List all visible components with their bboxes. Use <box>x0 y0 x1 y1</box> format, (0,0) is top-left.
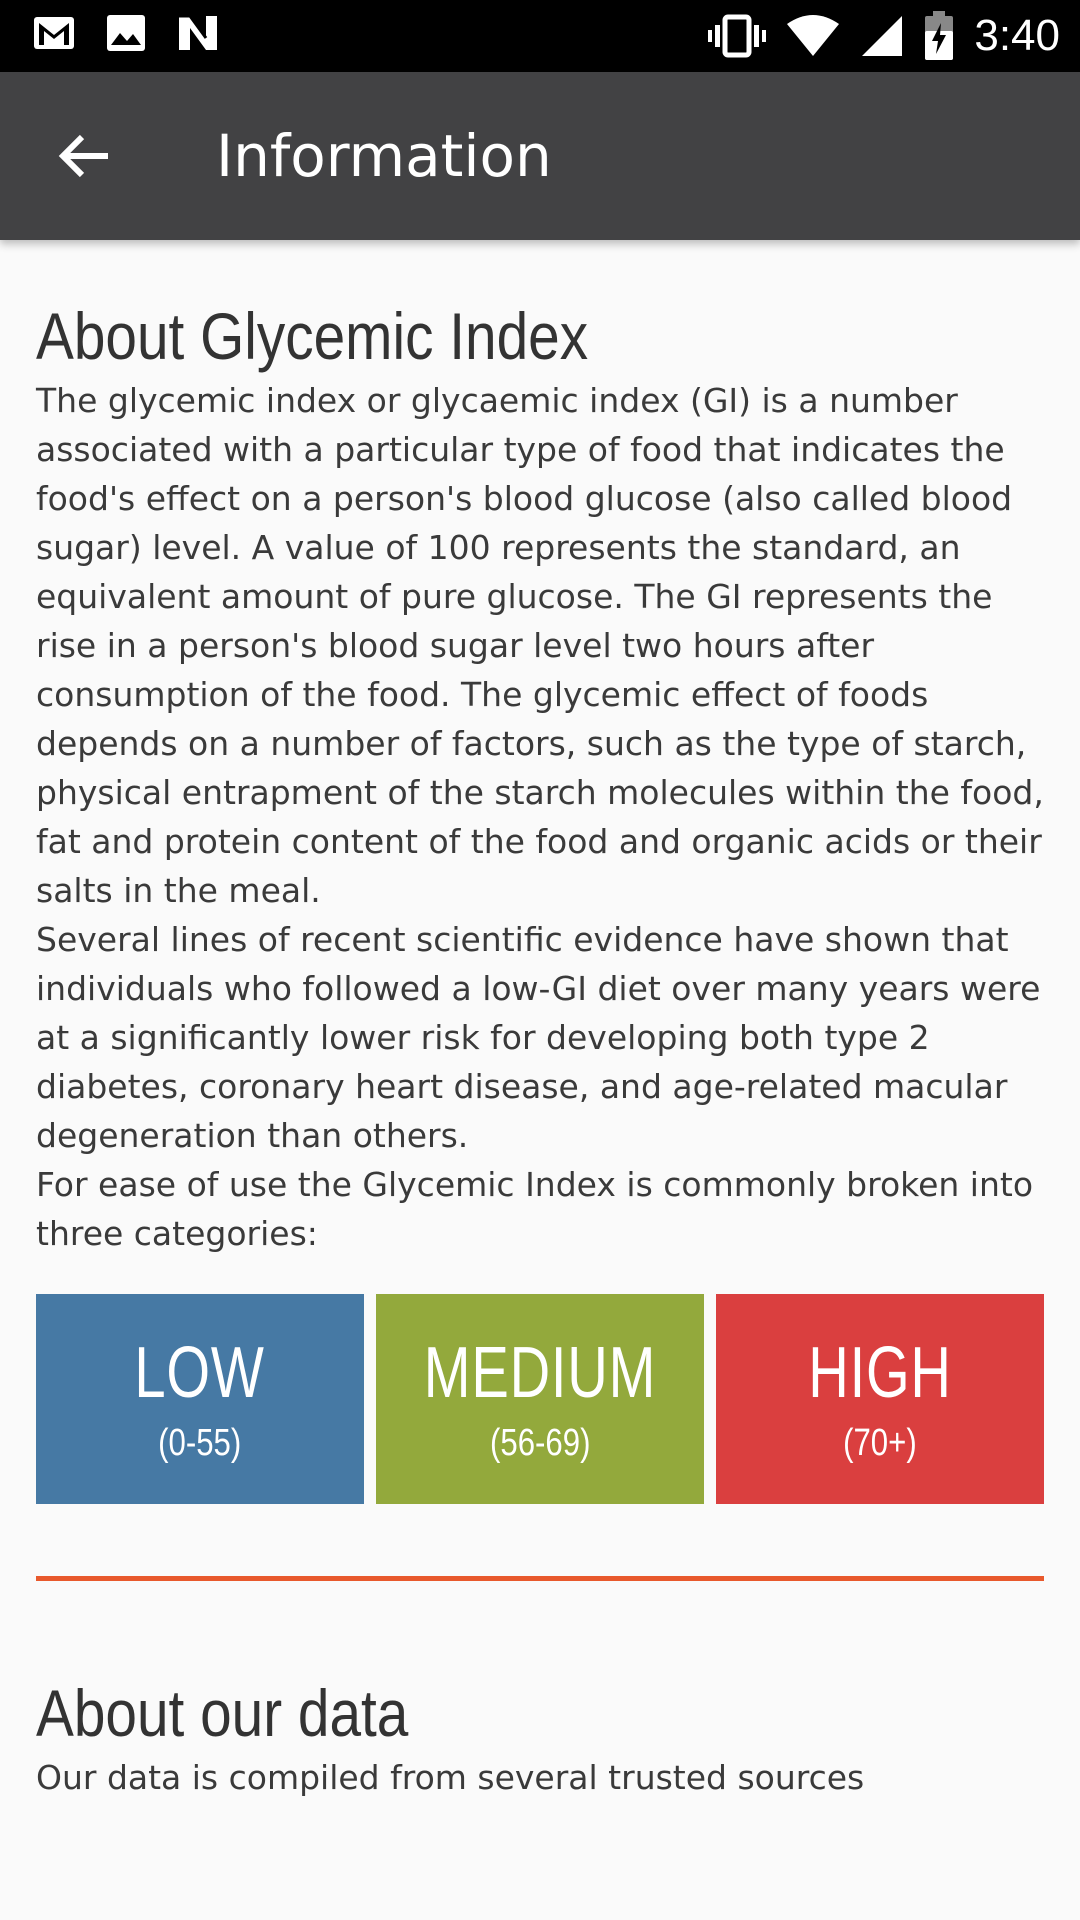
signal-icon <box>860 14 904 58</box>
category-low <box>36 1294 364 1504</box>
status-left-icons <box>32 14 220 52</box>
section-title-glycemic-index: About Glycemic Index <box>36 299 589 373</box>
image-icon <box>106 14 146 52</box>
category-high <box>716 1294 1044 1504</box>
vibrate-icon <box>708 13 766 59</box>
paragraph-gi-categories-intro: For ease of use the Glycemic Index is commonly broken into three categories: <box>36 1165 1034 1253</box>
status-right-icons <box>708 10 1060 62</box>
paragraph-about-data: Our data is compiled from several trusted sources <box>36 1758 865 1797</box>
paragraph-gi-definition: The glycemic index or glycaemic index (GI) is a number associated with a particular type of food that indicates the food's effect on a person's blood glucose (also called blood sugar) level. A value of 100 represents the standard, an equivalent amount of pure glucose. The GI represents the rise in a person's blood sugar level two hours after consumption of the food. The glycemic effect of foods depends on a number of factors, such as the type of starch, physical entrapment of the starch molecules within the food, fat and protein content of the food and organic acids or their salts in the meal. <box>36 381 1044 910</box>
content <box>36 240 1044 1802</box>
status-bar <box>0 0 1080 72</box>
status-time: 3:40 <box>974 11 1060 60</box>
gmail-icon <box>32 15 76 51</box>
category-name: LOW <box>134 1333 266 1413</box>
app-title: Information <box>216 122 552 190</box>
n-notification-icon <box>176 14 220 52</box>
battery-charging-icon <box>924 11 954 61</box>
category-name: MEDIUM <box>423 1333 657 1413</box>
category-range: (56-69) <box>489 1422 591 1464</box>
section-title-about-data: About our data <box>36 1676 409 1750</box>
category-name: HIGH <box>808 1333 952 1413</box>
gi-categories <box>36 1294 1044 1504</box>
section-divider <box>36 1576 1044 1581</box>
paragraph-gi-evidence: Several lines of recent scientific evidence have shown that individuals who followed a low-GI diet over many years were at a significantly lower risk for developing both type 2 diabetes, coronary heart disease, and age-related macular degeneration than others. <box>36 920 1041 1155</box>
arrow-left-icon <box>58 132 110 180</box>
category-range: (0-55) <box>158 1422 242 1464</box>
category-range: (70+) <box>843 1422 917 1464</box>
category-medium <box>376 1294 704 1504</box>
wifi-icon <box>786 14 840 58</box>
app-bar <box>0 72 1080 240</box>
back-button[interactable] <box>40 116 128 196</box>
